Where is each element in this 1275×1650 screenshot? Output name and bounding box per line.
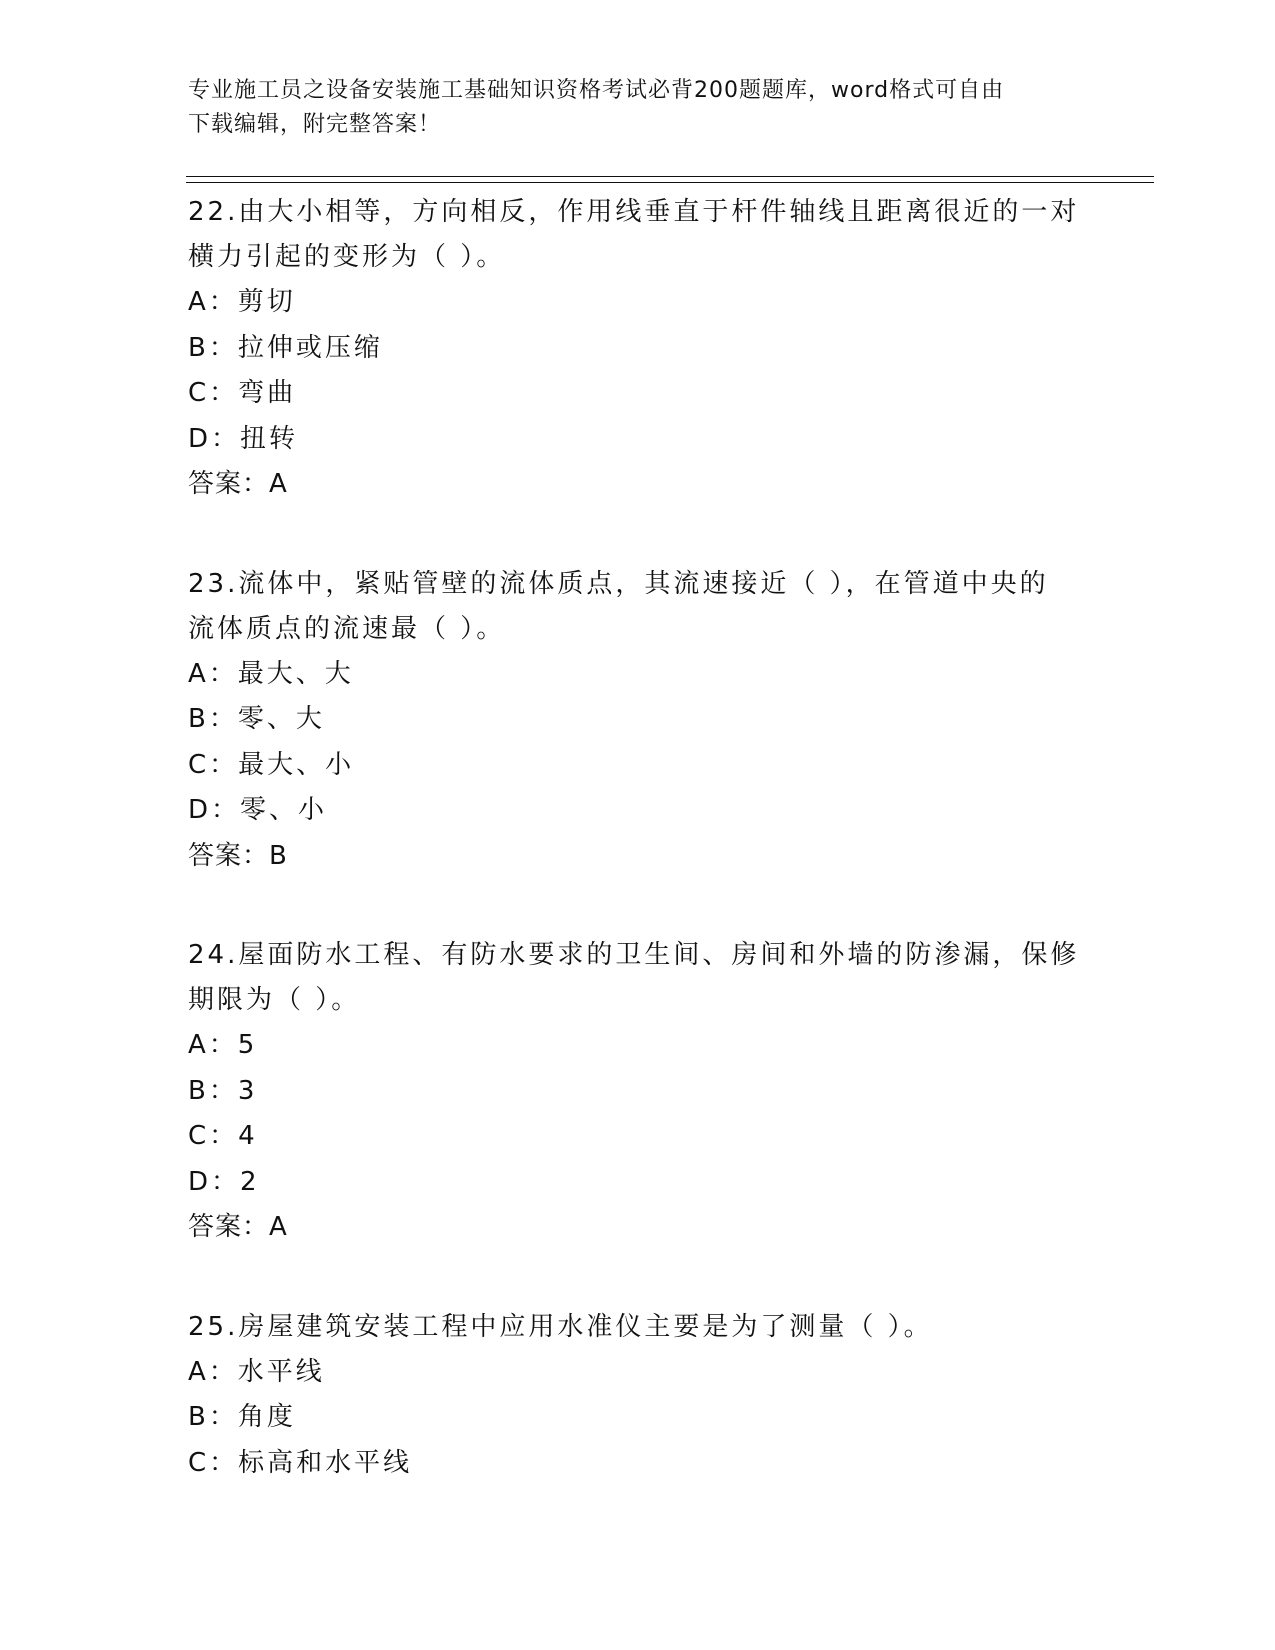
document-header xyxy=(188,74,1088,142)
question-25 xyxy=(188,1305,1088,1487)
question-stem: 22.由大小相等，方向相反，作用线垂直于杆件轴线且距离很近的一对 xyxy=(188,197,1080,227)
question-23 xyxy=(188,562,1088,880)
option-c: C：弯曲 xyxy=(188,378,297,408)
option-b: B：3 xyxy=(188,1075,258,1106)
question-stem: 24.屋面防水工程、有防水要求的卫生间、房间和外墙的防渗漏，保修 xyxy=(188,940,1080,970)
option-b: B：角度 xyxy=(188,1402,296,1432)
answer-line: 答案：B xyxy=(188,840,288,871)
option-a: A：水平线 xyxy=(188,1356,325,1387)
option-a: A：5 xyxy=(188,1030,258,1060)
answer-line: 答案：A xyxy=(188,469,288,499)
header-line-1: 专业施工员之设备安装施工基础知识资格考试必背200题题库，word格式可自由 xyxy=(188,78,1005,103)
header-line-2: 下载编辑，附完整答案！ xyxy=(188,112,442,137)
option-c: C：最大、小 xyxy=(188,749,355,780)
option-c: C：4 xyxy=(188,1121,258,1151)
option-a: A：最大、大 xyxy=(188,658,354,689)
question-stem-continued: 期限为（ ）。 xyxy=(188,985,361,1015)
option-d: D：2 xyxy=(188,1166,260,1197)
question-22 xyxy=(188,190,1088,508)
question-stem: 25.房屋建筑安装工程中应用水准仪主要是为了测量（ ）。 xyxy=(188,1311,933,1342)
question-list xyxy=(188,190,1088,1540)
option-d: D：零、小 xyxy=(188,795,328,825)
option-b: B：拉伸或压缩 xyxy=(188,332,383,363)
option-c: C：标高和水平线 xyxy=(188,1447,413,1478)
question-stem-continued: 横力引起的变形为（ ）。 xyxy=(188,242,506,272)
answer-line: 答案：A xyxy=(188,1212,288,1242)
option-a: A：剪切 xyxy=(188,287,296,317)
header-rule-top xyxy=(186,176,1154,177)
question-stem: 23.流体中，紧贴管壁的流体质点，其流速接近（ ），在管道中央的 xyxy=(188,568,1049,599)
option-d: D：扭转 xyxy=(188,423,299,454)
header-rule-bottom xyxy=(186,182,1154,183)
question-24 xyxy=(188,933,1088,1251)
question-stem-continued: 流体质点的流速最（ ）。 xyxy=(188,613,506,644)
option-b: B：零、大 xyxy=(188,704,325,734)
